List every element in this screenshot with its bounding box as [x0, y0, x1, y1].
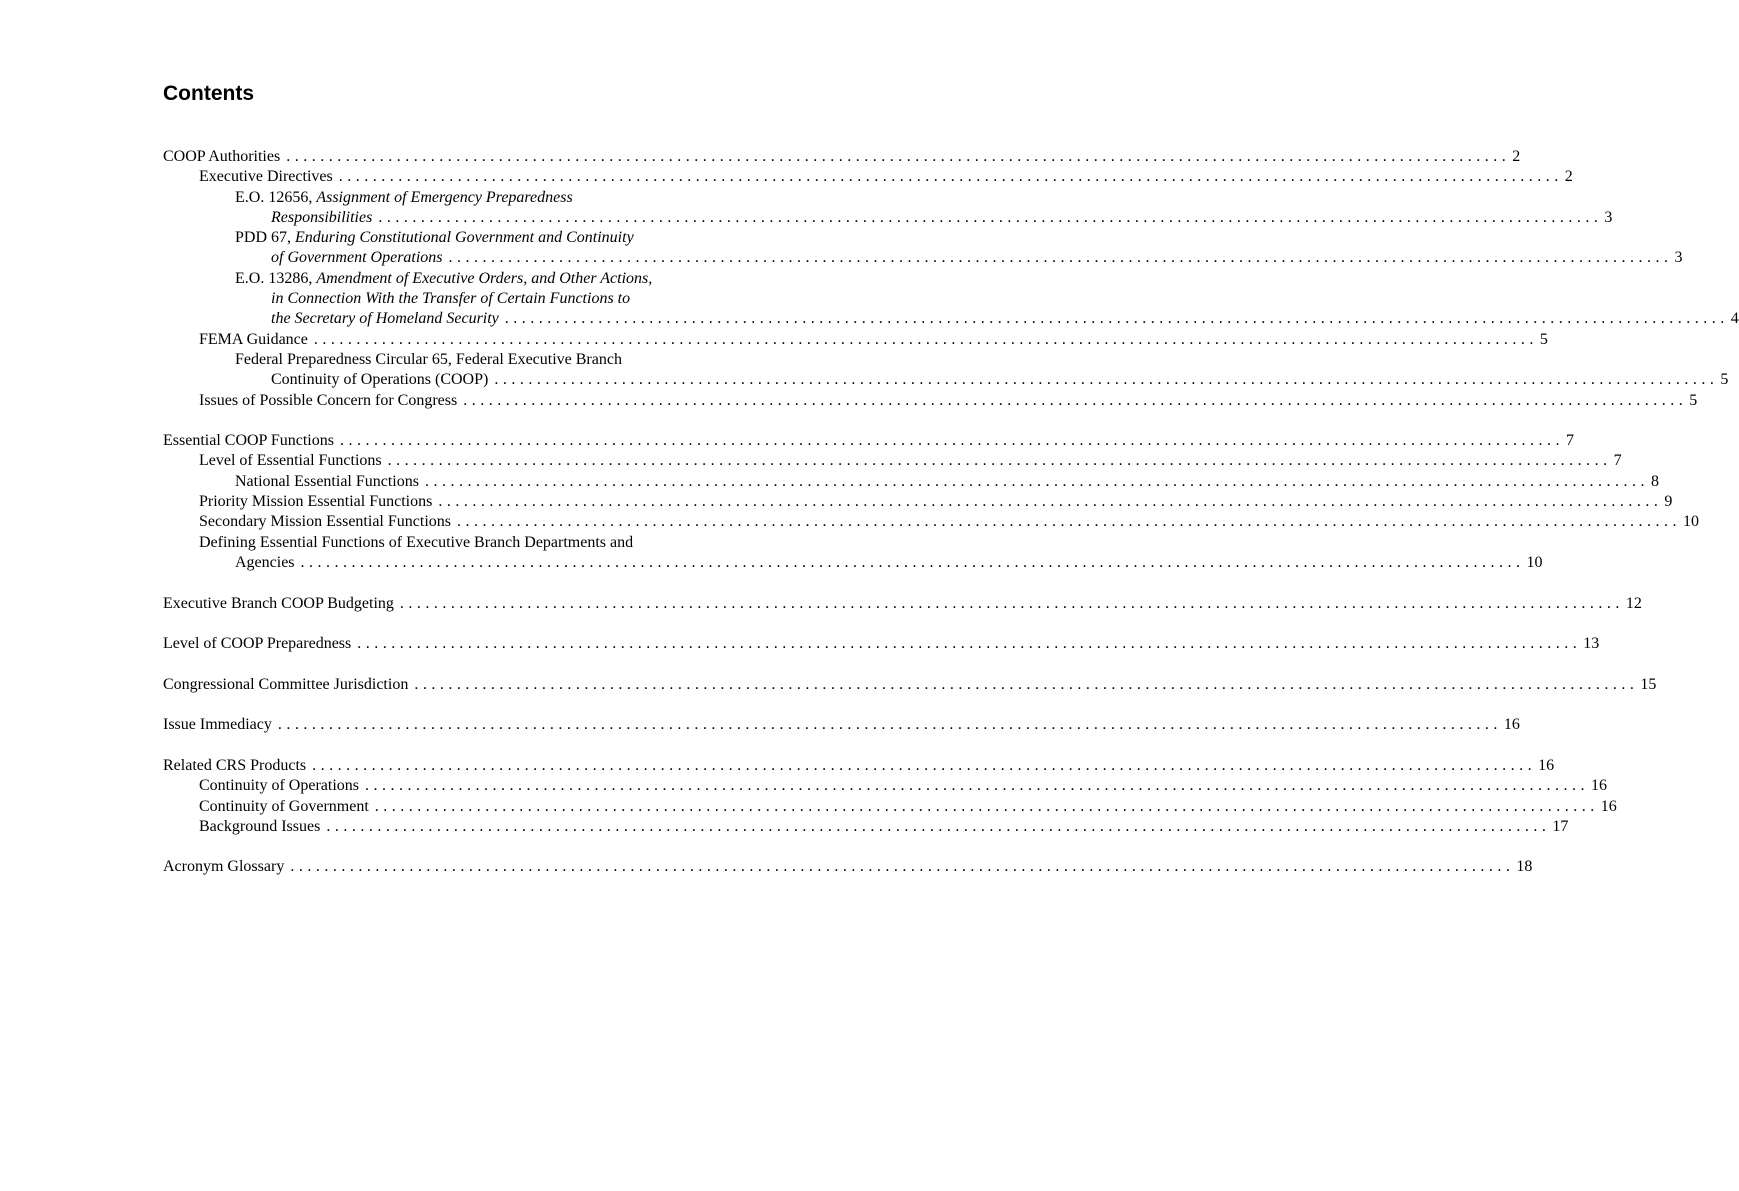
dot-leader: ................................................................................................................................................ — [277, 716, 1502, 734]
toc-entry-title: Amendment of Executive Orders, and Other Actions, — [316, 269, 653, 287]
toc-entry-label: Federal Preparedness Circular 65, Federal Executive Branch — [235, 350, 622, 368]
toc-entry-priority-mission[interactable] — [163, 492, 1673, 512]
toc-page-number: 7 — [1565, 432, 1574, 450]
toc-entry-fpc65-line2[interactable] — [163, 370, 1729, 390]
toc-page-number: 16 — [1600, 797, 1617, 815]
toc-entry-prefix: E.O. 13286, — [235, 269, 317, 287]
toc-entry-secondary-mission[interactable] — [163, 512, 1699, 532]
toc-entry-eo13286-line1[interactable] — [163, 269, 758, 289]
toc-entry-prefix: E.O. 12656, — [235, 188, 317, 206]
toc-entry-label: Essential COOP Functions — [163, 432, 334, 450]
toc-entry-fema-guidance[interactable] — [163, 330, 1548, 350]
toc-entry-label: Continuity of Operations — [199, 777, 359, 795]
toc-entry-continuity-operations[interactable] — [163, 776, 1607, 796]
toc-entry-eo13286-line2[interactable] — [163, 289, 758, 309]
toc-entry-label: Defining Essential Functions of Executive Branch Departments and — [199, 533, 634, 551]
toc-entry-immediacy[interactable] — [163, 715, 1520, 735]
dot-leader: ................................................................................................................................................ — [338, 168, 1563, 186]
toc-page-number: 8 — [1650, 472, 1659, 490]
toc-entry-label: Secondary Mission Essential Functions — [199, 513, 451, 531]
toc-page-number: 12 — [1625, 594, 1642, 612]
dot-leader: ................................................................................................................................................ — [456, 513, 1681, 531]
toc-entry-jurisdiction[interactable] — [163, 675, 1657, 695]
toc-entry-national-essential[interactable] — [163, 472, 1659, 492]
dot-leader: ................................................................................................................................................ — [326, 817, 1551, 835]
toc-page-number: 5 — [1720, 371, 1729, 389]
toc-entry-defining-line1[interactable] — [163, 533, 758, 553]
toc-page-number: 2 — [1512, 148, 1521, 165]
dot-leader: ................................................................................................................................................ — [378, 208, 1603, 226]
dot-leader: ................................................................................................................................................ — [448, 249, 1673, 267]
dot-leader: ................................................................................................................................................ — [414, 675, 1639, 693]
toc-entry-label: Issue Immediacy — [163, 716, 272, 734]
dot-leader: ................................................................................................................................................ — [357, 635, 1582, 653]
toc-entry-label: Related CRS Products — [163, 756, 307, 774]
toc-page-number: 5 — [1689, 391, 1698, 409]
toc-page-number: 16 — [1590, 777, 1607, 795]
dot-leader: ................................................................................................................................................ — [463, 391, 1688, 409]
toc-entry-budgeting[interactable] — [163, 594, 1642, 614]
toc-page-number: 2 — [1564, 168, 1573, 186]
toc-page-number: 16 — [1538, 756, 1555, 774]
dot-leader: ................................................................................................................................................ — [339, 432, 1564, 450]
toc-page-number: 18 — [1516, 858, 1533, 876]
toc-entry-acronym-glossary[interactable] — [163, 857, 1533, 877]
toc-entry-label: Executive Branch COOP Budgeting — [163, 594, 394, 612]
dot-leader: ................................................................................................................................................ — [290, 858, 1515, 876]
toc-entry-coop-authorities[interactable] — [163, 147, 1521, 167]
spacer — [163, 411, 758, 431]
dot-leader: ................................................................................................................................................ — [286, 148, 1511, 165]
dot-leader: ................................................................................................................................................ — [312, 756, 1537, 774]
toc-entry-title: Enduring Constitutional Government and Continuity — [295, 229, 634, 247]
toc-entry-title: the Secretary of Homeland Security — [271, 310, 499, 328]
dot-leader: ................................................................................................................................................ — [374, 797, 1599, 815]
toc-entry-label: Congressional Committee Jurisdiction — [163, 675, 409, 693]
toc-entry-eo13286-line3[interactable] — [163, 309, 1739, 329]
toc-entry-issues-concern[interactable] — [163, 391, 1698, 411]
toc-entry-label: Agencies — [235, 553, 295, 571]
toc-page-number: 17 — [1552, 817, 1569, 835]
toc-entry-executive-directives[interactable] — [163, 167, 1573, 187]
toc-page-number: 3 — [1604, 208, 1613, 226]
toc-page-number: 13 — [1583, 635, 1600, 653]
toc-entry-eo12656-line1[interactable] — [163, 188, 758, 208]
toc-page-number: 10 — [1526, 553, 1543, 571]
page-title: Contents — [163, 82, 254, 105]
toc-page-number: 5 — [1539, 330, 1548, 348]
dot-leader: ................................................................................................................................................ — [387, 452, 1612, 470]
toc-entry-label: Level of COOP Preparedness — [163, 635, 352, 653]
toc-page-number: 9 — [1664, 493, 1673, 511]
table-of-contents — [163, 147, 1739, 878]
dot-leader: ................................................................................................................................................ — [364, 777, 1589, 795]
toc-entry-prefix: PDD 67, — [235, 229, 296, 247]
toc-entry-label: FEMA Guidance — [199, 330, 308, 348]
toc-entry-essential-functions[interactable] — [163, 431, 1574, 451]
toc-entry-title: Responsibilities — [271, 208, 373, 226]
toc-entry-pdd67-line1[interactable] — [163, 228, 758, 248]
toc-page-number: 10 — [1682, 513, 1699, 531]
toc-entry-title: in Connection With the Transfer of Certain Functions to — [271, 290, 631, 308]
toc-entry-title: Assignment of Emergency Preparedness — [316, 188, 573, 206]
spacer — [163, 695, 758, 715]
toc-entry-label: Continuity of Operations (COOP) — [271, 371, 489, 389]
toc-entry-label: Background Issues — [199, 817, 321, 835]
toc-entry-label: Acronym Glossary — [163, 858, 285, 876]
toc-entry-fpc65-line1[interactable] — [163, 350, 758, 370]
toc-entry-related-crs[interactable] — [163, 756, 1555, 776]
dot-leader: ................................................................................................................................................ — [494, 371, 1719, 389]
toc-entry-defining-line2[interactable] — [163, 553, 1543, 573]
toc-entry-background-issues[interactable] — [163, 817, 1569, 837]
toc-page-number: 16 — [1503, 716, 1520, 734]
spacer — [163, 837, 758, 857]
toc-page-number: 7 — [1613, 452, 1622, 470]
toc-entry-title: of Government Operations — [271, 249, 443, 267]
toc-entry-label: Executive Directives — [199, 168, 333, 186]
toc-entry-label: COOP Authorities — [163, 148, 281, 165]
dot-leader: ................................................................................................................................................ — [438, 493, 1663, 511]
toc-page-number: 3 — [1674, 249, 1683, 267]
spacer — [163, 573, 758, 593]
toc-entry-label: Continuity of Government — [199, 797, 369, 815]
toc-page-number: 4 — [1730, 310, 1739, 328]
toc-entry-label: National Essential Functions — [235, 472, 419, 490]
dot-leader: ................................................................................................................................................ — [424, 472, 1649, 490]
toc-entry-level-essential[interactable] — [163, 451, 1622, 471]
dot-leader: ................................................................................................................................................ — [300, 553, 1525, 571]
toc-entry-continuity-government[interactable] — [163, 797, 1617, 817]
toc-entry-label: Level of Essential Functions — [199, 452, 382, 470]
toc-page-number: 15 — [1640, 675, 1657, 693]
toc-entry-eo12656-line2[interactable] — [163, 208, 1613, 228]
toc-entry-preparedness[interactable] — [163, 634, 1600, 654]
dot-leader: ................................................................................................................................................ — [399, 594, 1624, 612]
dot-leader: ................................................................................................................................................ — [504, 310, 1729, 328]
toc-entry-label: Priority Mission Essential Functions — [199, 493, 433, 511]
spacer — [163, 654, 758, 674]
spacer — [163, 614, 758, 634]
toc-entry-label: Issues of Possible Concern for Congress — [199, 391, 458, 409]
dot-leader: ................................................................................................................................................ — [313, 330, 1538, 348]
spacer — [163, 736, 758, 756]
toc-entry-pdd67-line2[interactable] — [163, 248, 1683, 268]
